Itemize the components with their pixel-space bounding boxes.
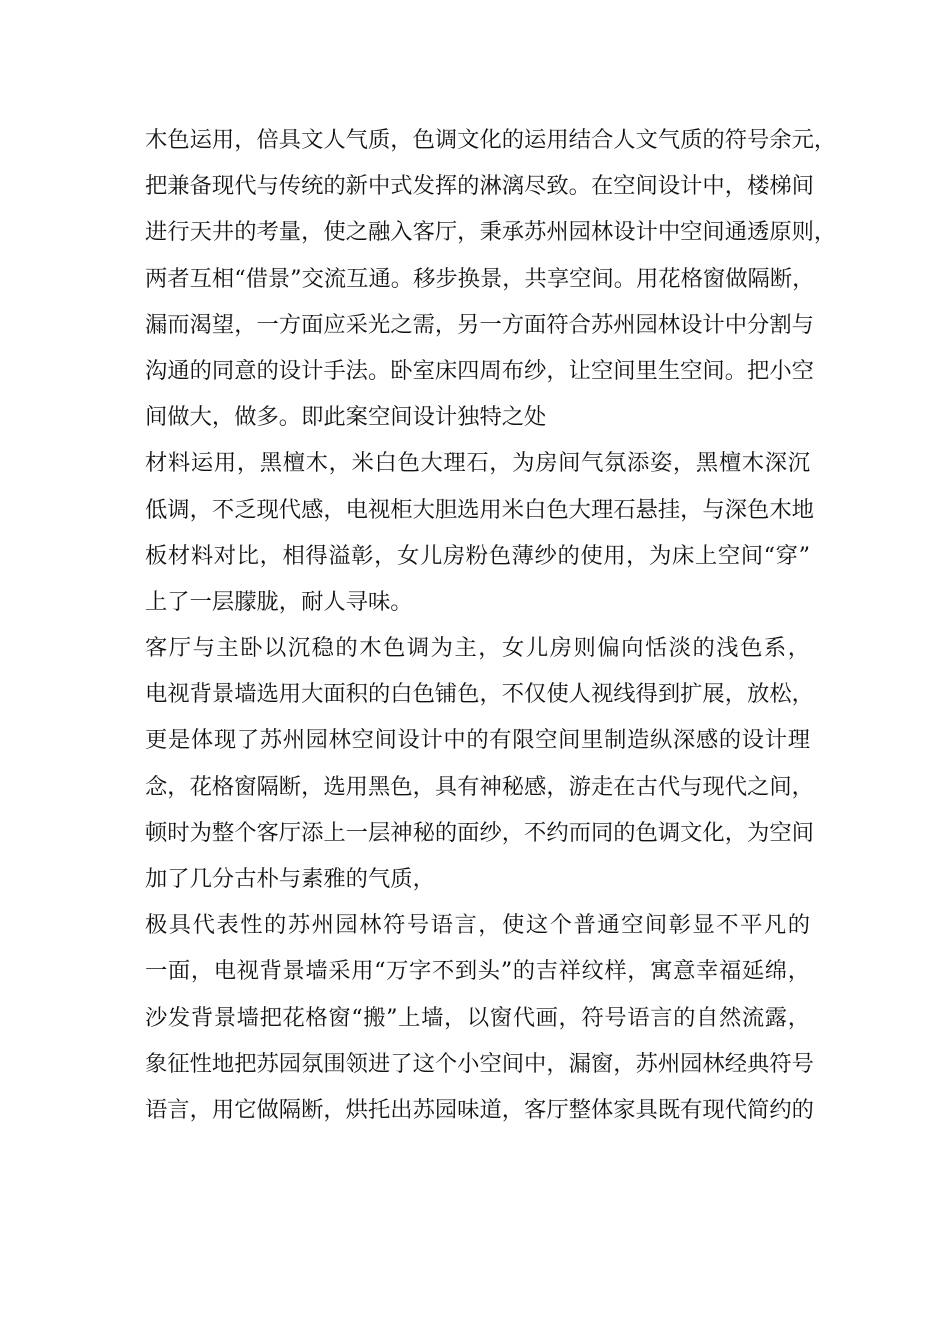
text-line: 一面，电视背景墙采用“万字不到头”的吉祥纹样，寓意幸福延绵，: [145, 958, 810, 985]
body-text: [145, 117, 837, 1133]
text-line: 板材料对比，相得溢彰，女儿房粉色薄纱的使用，为床上空间“穿”: [145, 542, 810, 569]
text-line: 漏而渴望，一方面应采光之需，另一方面符合苏州园林设计中分割与: [145, 311, 814, 338]
text-line: 进行天井的考量，使之融入客厅，秉承苏州园林设计中空间通透原则，: [145, 219, 837, 246]
text-line: 木色运用，倍具文人气质，色调文化的运用结合人文气质的符号余元，: [145, 127, 837, 153]
text-line: 两者互相“借景”交流互通。移步换景，共享空间。用花格窗做隔断，: [145, 265, 815, 292]
paragraph-spatial-design: [145, 117, 837, 440]
text-line: 更是体现了苏州园林空间设计中的有限空间里制造纵深感的设计理: [145, 727, 810, 754]
paragraph-materials: [145, 440, 814, 625]
text-line: 念，花格窗隔断，选用黑色，具有神秘感，游走在古代与现代之间，: [145, 773, 814, 800]
text-line: 加了几分古朴与素雅的气质，: [145, 866, 435, 892]
text-line: 把兼备现代与传统的新中式发挥的淋漓尽致。在空间设计中，楼梯间: [145, 173, 814, 200]
paragraph-symbol-language: [145, 902, 814, 1133]
text-line: 电视背景墙选用大面积的白色铺色，不仅使人视线得到扩展，放松，: [145, 681, 814, 708]
text-line: 上了一层朦胧，耐人寻味。: [145, 588, 413, 615]
paragraph-color-scheme: [145, 625, 814, 902]
text-line: 间做大，做多。即此案空间设计独特之处: [145, 404, 547, 431]
text-line: 沙发背景墙把花格窗“搬”上墙，以窗代画，符号语言的自然流露，: [145, 1004, 810, 1031]
text-line: 沟通的同意的设计手法。卧室床四周布纱，让空间里生空间。把小空: [145, 357, 814, 384]
text-line: 极具代表性的苏州园林符号语言，使这个普通空间彰显不平凡的: [145, 912, 810, 939]
text-line: 低调，不乏现代感，电视柜大胆选用米白色大理石悬挂，与深色木地: [145, 496, 814, 523]
text-line: 材料运用，黑檀木，米白色大理石，为房间气氛添姿，黑檀木深沉: [145, 450, 810, 477]
text-line: 顿时为整个客厅添上一层神秘的面纱，不约而同的色调文化，为空间: [145, 819, 814, 846]
text-line: 客厅与主卧以沉稳的木色调为主，女儿房则偏向恬淡的浅色系，: [145, 635, 810, 662]
text-line: 象征性地把苏园氛围领进了这个小空间中，漏窗，苏州园林经典符号: [145, 1050, 814, 1077]
text-line: 语言，用它做隔断，烘托出苏园味道，客厅整体家具既有现代简约的: [145, 1096, 814, 1123]
